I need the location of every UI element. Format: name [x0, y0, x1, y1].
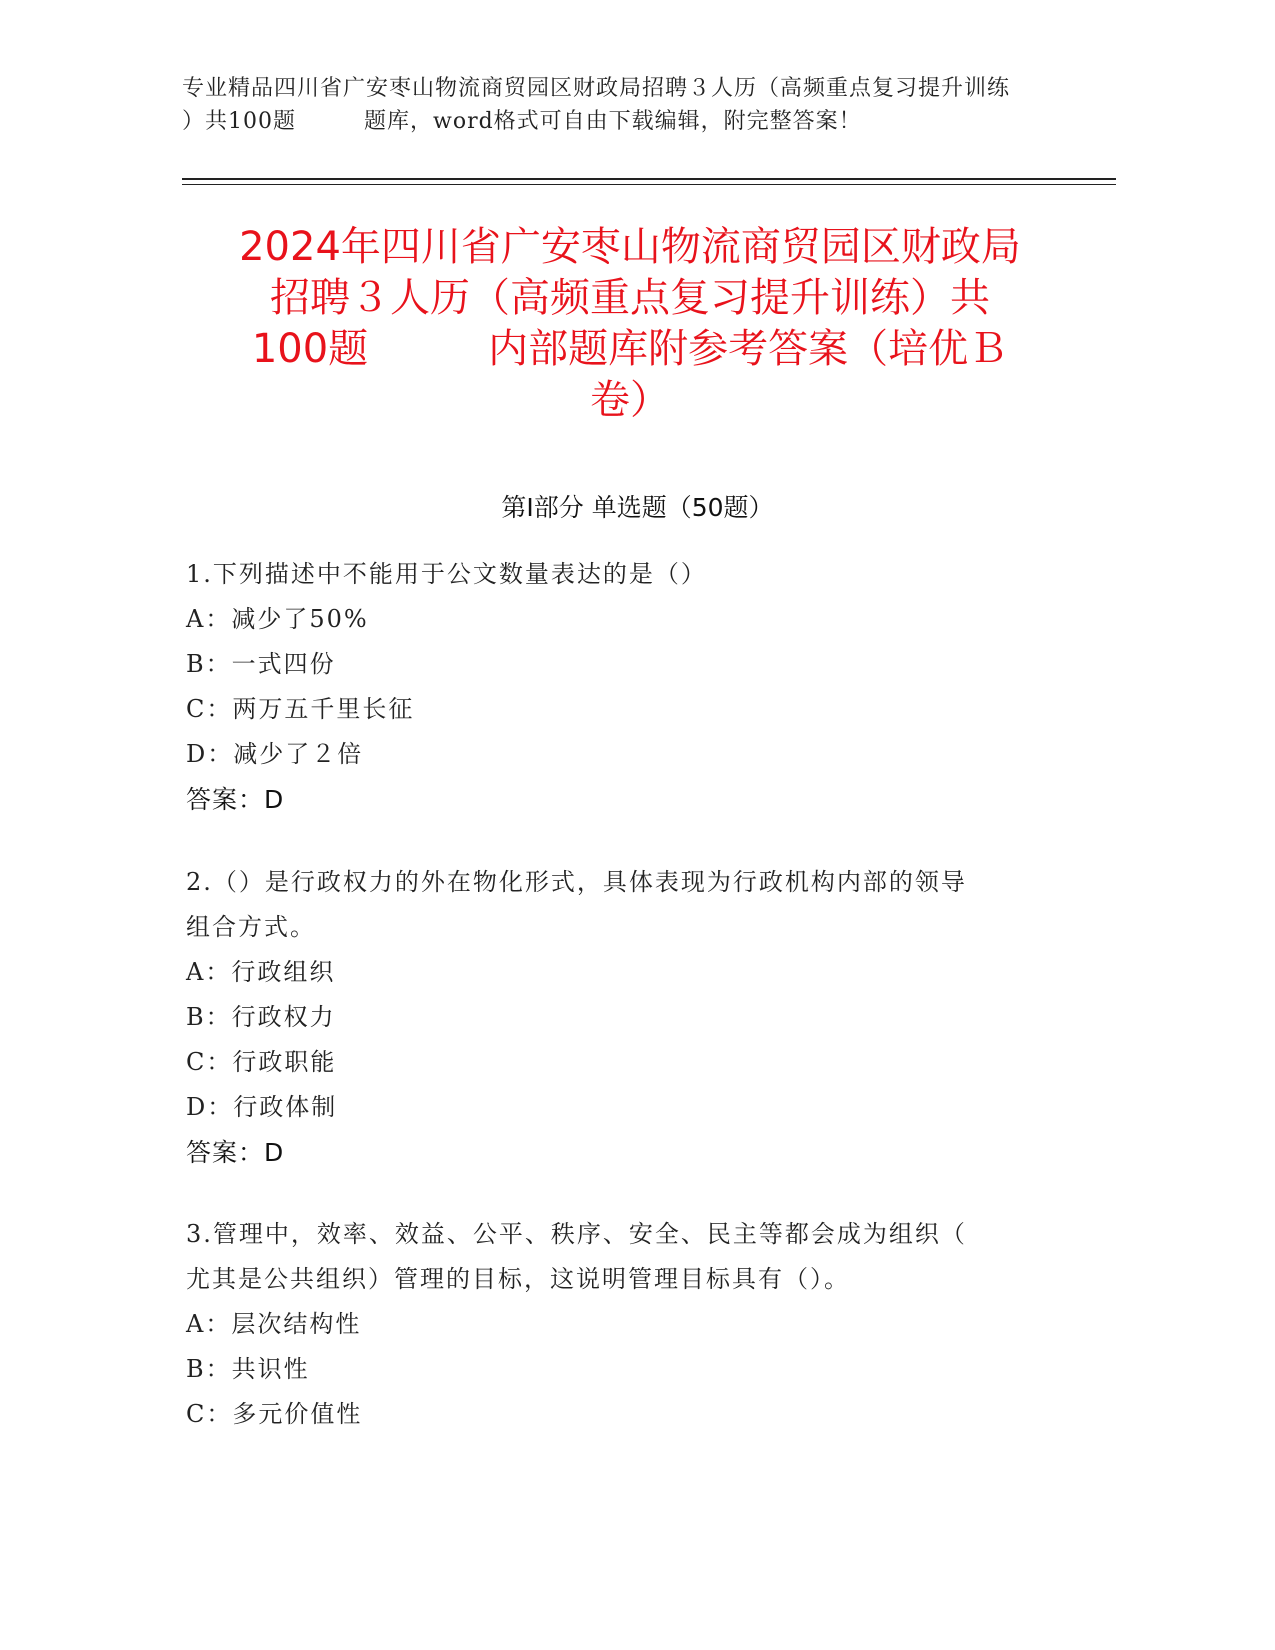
question-2: [186, 860, 967, 1175]
header-divider-thin: [182, 184, 1116, 185]
option-c: C：多元价值性: [186, 1400, 363, 1428]
answer: 答案：D: [186, 785, 285, 814]
option-b: B：行政权力: [186, 1003, 336, 1031]
title-line-2: 招聘３人历（高频重点复习提升训练）共: [270, 275, 990, 321]
title-line-3-start: 100题: [251, 326, 369, 372]
question-stem-continued: 尤其是公共组织）管理的目标，这说明管理目标具有（）。: [186, 1265, 850, 1293]
question-stem: 2.（）是行政权力的外在物化形式，具体表现为行政机构内部的领导: [186, 868, 967, 896]
title-line-3: [160, 324, 1100, 375]
question-stem: 3.管理中，效率、效益、公平、秩序、安全、民主等都会成为组织（: [186, 1220, 967, 1248]
option-b: B：一式四份: [186, 650, 336, 678]
document-header: [182, 72, 1082, 138]
option-d: D：减少了２倍: [186, 740, 364, 768]
option-c: C：两万五千里长征: [186, 695, 415, 723]
header-line-2-start: ）共100题: [182, 109, 296, 134]
title-line-3-end: 内部题库附参考答案（培优Ｂ: [488, 326, 1009, 372]
question-stem: 1.下列描述中不能用于公文数量表达的是（）: [186, 560, 707, 588]
option-a: A：行政组织: [186, 958, 336, 986]
title-line-1: 2024年四川省广安枣山物流商贸园区财政局: [239, 224, 1021, 270]
section-title: 第Ⅰ部分 单选题（50题）: [501, 493, 774, 522]
header-line-2-end: 题库，word格式可自由下载编辑，附完整答案！: [364, 109, 862, 134]
option-c: C：行政职能: [186, 1048, 337, 1076]
answer: 答案：D: [186, 1138, 285, 1167]
title-line-4: 卷）: [590, 377, 670, 423]
option-a: A：层次结构性: [186, 1310, 362, 1338]
question-1: [186, 552, 707, 822]
header-line-2: [182, 105, 1082, 138]
question-3: [186, 1212, 967, 1437]
option-a: A：减少了50%: [186, 605, 369, 633]
option-b: B：共识性: [186, 1355, 310, 1383]
question-stem-continued: 组合方式。: [186, 913, 316, 941]
option-d: D：行政体制: [186, 1093, 338, 1121]
header-divider-thick: [182, 178, 1116, 180]
header-line-1: 专业精品四川省广安枣山物流商贸园区财政局招聘３人历（高频重点复习提升训练: [182, 76, 1011, 101]
document-title: [160, 222, 1100, 426]
